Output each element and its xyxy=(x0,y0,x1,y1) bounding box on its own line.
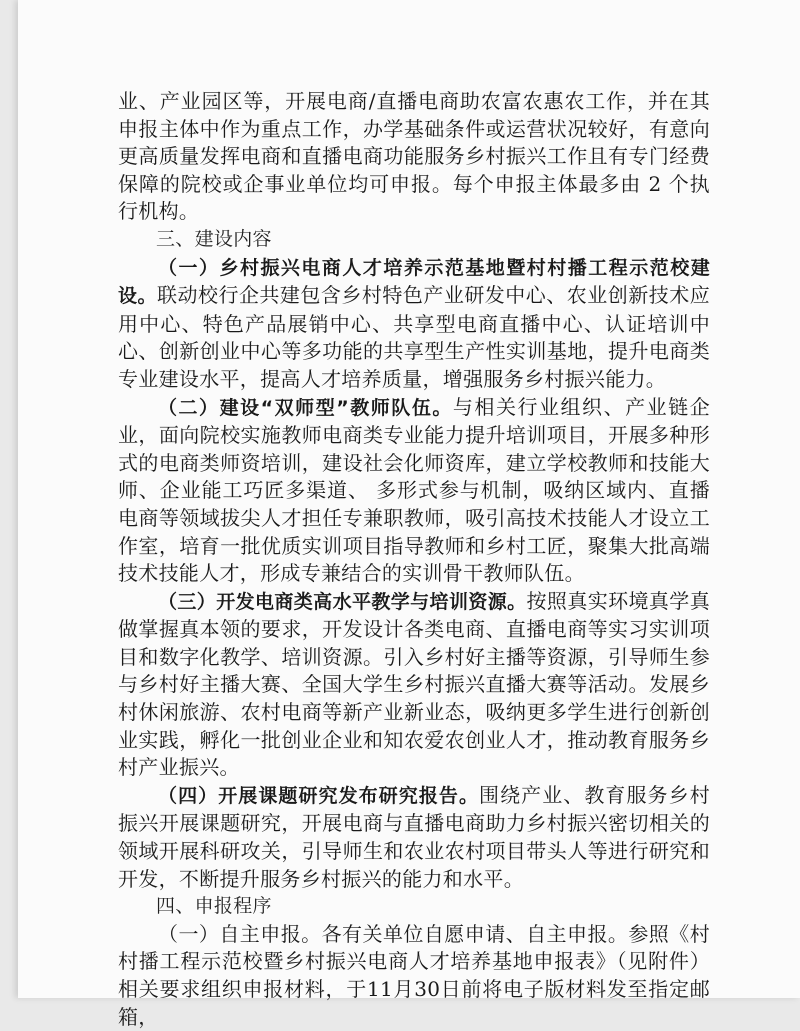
item-3-title: （三）开发电商类高水平教学与培训资源。 xyxy=(158,590,527,613)
document-page xyxy=(18,0,800,1029)
section-3-heading: 三、建设内容 xyxy=(156,227,272,250)
section-4-heading: 四、申报程序 xyxy=(156,895,272,918)
item-3-body: 按照真实环境真学真做掌握真本领的要求，开发设计各类电商、直播电商等实习实训项目和数字化教学、培训资源。引入乡村好主播等资源，引导师生参与乡村好主播大赛、全国大学生乡村振兴直播大赛等活动。发展乡村休闲旅游、农村电商等新产业新业态，吸纳更多学生进行创新创业实践，孵化一批创业企业和知农爱农创业人才，推动教育服务乡村产业振兴。 xyxy=(118,588,710,780)
item-4-title: （四）开展课题研究发布研究报告。 xyxy=(158,784,480,807)
item-3-paragraph xyxy=(118,588,710,782)
intro-paragraph xyxy=(118,88,710,226)
step-1-text: （一）自主申报。各有关单位自愿申请、自主申报。参照《村村播工程示范校暨乡村振兴电商人才培养基地申报表》（见附件）相关要求组织申报材料，于11月30日前将电子版材料发至指定邮箱， xyxy=(118,921,710,1029)
item-2-title: （二）建设“双师型”教师队伍。 xyxy=(158,396,453,419)
item-1-paragraph xyxy=(118,254,710,394)
item-2-paragraph xyxy=(118,394,710,588)
item-1-body: 联动校行企共建包含乡村特色产业研发中心、农业创新技术应用中心、特色产品展销中心、共享型电商直播中心、认证培训中心、创新创业中心等多功能的共享型生产性实训基地，提升电商类专业建设水平，提高人才培养质量，增强服务乡村振兴能力。 xyxy=(118,283,710,391)
document-body xyxy=(118,88,710,1031)
item-4-body: 围绕产业、教育服务乡村振兴开展课题研究，开展电商与直播电商助力乡村振兴密切相关的领域开展科研攻关，引导师生和农业农村项目带头人等进行研究和开发，不断提升服务乡村振兴的能力和水平。 xyxy=(118,782,710,891)
item-1-title: （一）乡村振兴电商人才培养示范基地暨村村播工程示范校建设。 xyxy=(118,256,710,308)
intro-paragraph-text: 业、产业园区等，开展电商/直播电商助农富农惠农工作，并在其申报主体中作为重点工作，办学基础条件或运营状况较好，有意向更高质量发挥电商和直播电商功能服务乡村振兴工作且有专门经费保障的院校或企事业单位均可申报。每个申报主体最多由 2 个执行机构。 xyxy=(118,89,710,224)
item-4-paragraph xyxy=(118,782,710,893)
step-1-paragraph xyxy=(118,921,710,1031)
item-2-body: 与相关行业组织、产业链企业，面向院校实施教师电商类专业能力提升培训项目，开展多种形式的电商类师资培训，建设社会化师资库，建立学校教师和技能大师、企业能工巧匠多渠道、 多形式参与机制，吸纳区域内、直播电商等领域拔尖人才担任专兼职教师，吸引高技术技能人才设立工作室，培育一批优质实训项目指导教师和乡村工匠，聚集大批高端技术技能人才，形成专兼结合的实训骨干教师队伍。 xyxy=(118,394,710,586)
